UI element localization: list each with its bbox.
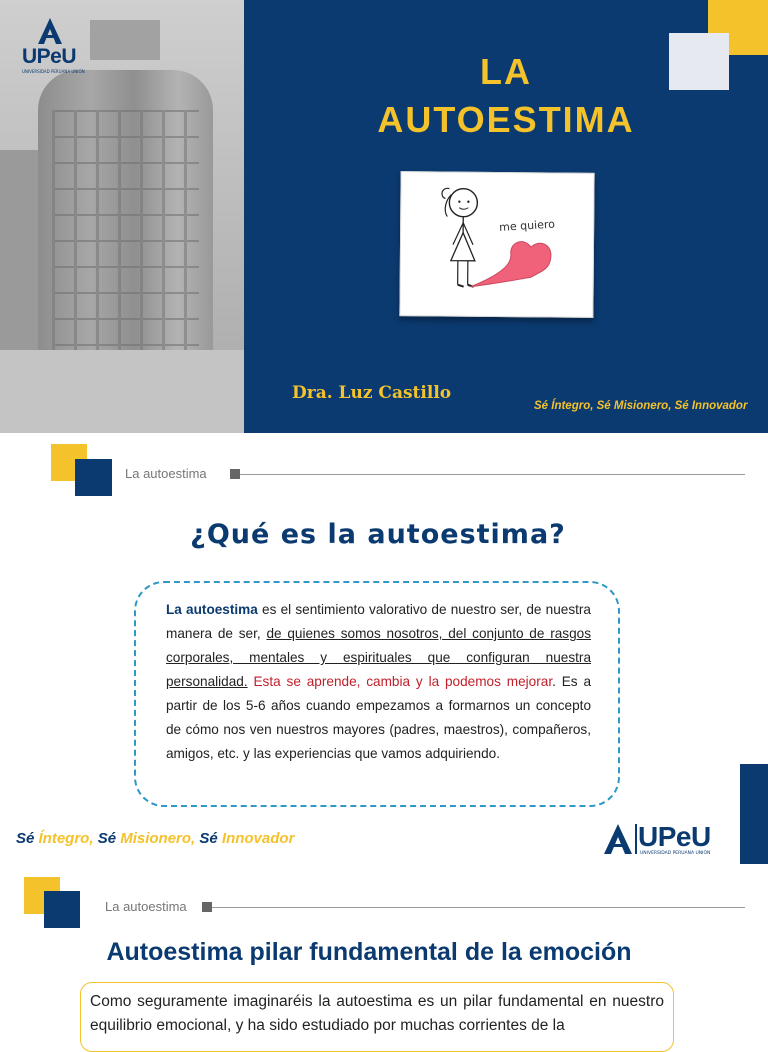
definition-text: La autoestima es el sentimiento valorativo de nuestro ser, de nuestra manera de ser, de quienes somos nosotros, del conjunto de rasgos corporales, mentales y espirituales que configuran nuestra personalidad. Esta se aprende, cambia y la podemos mejorar. Es a partir de los 5-6 años cuando empezamos a formarnos un concepto de cómo nos ven nuestros mayores (padres, maestros), compañeros, amigos, etc. y las experiencias que vamos adquiriendo. xyxy=(166,602,592,761)
section-header-label: La autoestima xyxy=(125,466,207,481)
upeu-a-icon xyxy=(604,824,632,854)
definition-slide xyxy=(0,433,768,866)
section-header-label: La autoestima xyxy=(105,899,187,914)
title-slide xyxy=(0,0,768,433)
header-marker xyxy=(202,902,212,912)
slide-title: Autoestima pilar fundamental de la emoción xyxy=(106,938,632,966)
content-text: Como seguramente imaginaréis la autoestima es un pilar fundamental en nuestro equilibrio emocional, y ha sido estudiado por muchas corrientes de la xyxy=(90,993,664,1034)
me-quiero-illustration: me quiero xyxy=(399,171,594,318)
slide-title: ¿Qué es la autoestima? xyxy=(190,519,566,550)
slide-title: LA AUTOESTIMA xyxy=(377,51,635,140)
upeu-a-icon xyxy=(38,18,62,44)
campus-photo xyxy=(0,0,244,433)
girl-heart-icon xyxy=(400,172,593,317)
motto: Sé Íntegro, Sé Misionero, Sé Innovador xyxy=(534,400,748,412)
author-name: Dra. Luz Castillo xyxy=(292,383,452,403)
upeu-logo: UPeU UNIVERSIDAD PERUANA UNIÓN xyxy=(18,16,88,76)
header-divider xyxy=(240,474,745,475)
upeu-logo: UPeU UNIVERSIDAD PERUANA UNIÓN xyxy=(604,821,734,857)
decor-navy-square xyxy=(75,459,112,496)
header-divider xyxy=(212,907,745,908)
pillar-slide xyxy=(0,866,768,1034)
decor-side-bar xyxy=(740,764,768,864)
decor-navy-square xyxy=(44,891,80,928)
motto: Sé Íntegro, Sé Misionero, Sé Innovador xyxy=(16,830,295,847)
header-marker xyxy=(230,469,240,479)
